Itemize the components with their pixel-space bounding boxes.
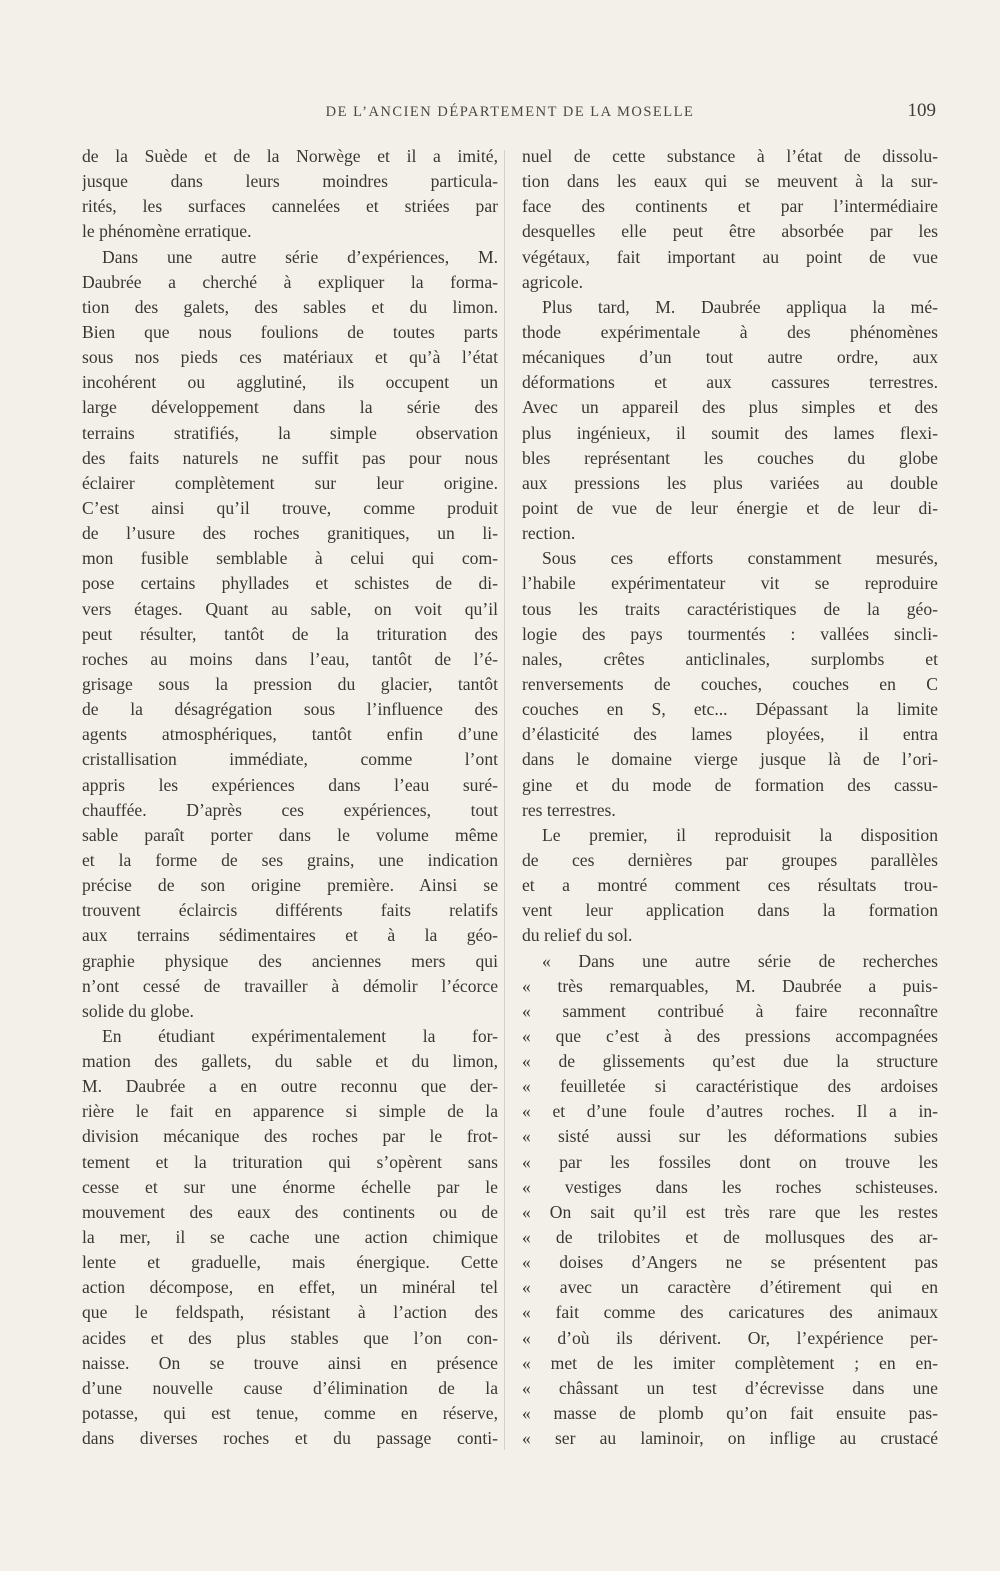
text-line: Le premier, il reproduisit la disposition xyxy=(542,824,938,845)
text-line: dans le domaine vierge jusque là de l’ori- xyxy=(522,749,938,770)
text-line: « avec un caractère d’étirement qui en xyxy=(522,1277,938,1298)
running-title: DE L’ANCIEN DÉPARTEMENT DE LA MOSELLE xyxy=(325,104,695,120)
text-line: nuel de cette substance à l’état de dissolu- xyxy=(522,146,938,166)
text-line: la mer, il se cache une action chimique xyxy=(82,1227,498,1248)
text-line: chauffée. D’après ces expériences, tout xyxy=(82,799,498,820)
text-line: gine et du mode de formation des cassu- xyxy=(522,774,938,795)
text-line: « par les fossiles dont on trouve les xyxy=(522,1151,938,1172)
text-line: « fait comme des caricatures des animaux xyxy=(522,1302,938,1323)
right-column xyxy=(522,144,938,1451)
text-line: et a montré comment ces résultats trou- xyxy=(522,875,938,896)
text-line: aux terrains sédimentaires et à la géo- xyxy=(82,925,498,946)
text-line: rection. xyxy=(522,523,576,544)
text-line: renversements de couches, couches en C xyxy=(522,673,938,694)
text-line: « de trilobites et de mollusques des ar- xyxy=(522,1227,938,1248)
text-line: « vestiges dans les roches schisteuses. xyxy=(522,1176,938,1197)
text-line: potasse, qui est tenue, comme en réserve, xyxy=(82,1403,498,1424)
text-line: mation des gallets, du sable et du limon, xyxy=(82,1051,498,1072)
text-line: En étudiant expérimentalement la for- xyxy=(102,1025,498,1046)
text-line: tement et la trituration qui s’opèrent sans xyxy=(82,1151,498,1172)
text-line: lente et graduelle, mais énergique. Cette xyxy=(82,1252,498,1273)
text-line: graphie physique des anciennes mers qui xyxy=(82,950,498,971)
text-line: l’habile expérimentateur vit se reproduire xyxy=(522,573,938,594)
text-line: déformations et aux cassures terrestres. xyxy=(522,372,938,393)
text-line: vers étages. Quant au sable, on voit qu’il xyxy=(82,598,498,619)
text-line: « très remarquables, M. Daubrée a puis- xyxy=(522,975,938,996)
text-line: n’ont cessé de travailler à démolir l’écorce xyxy=(82,975,498,996)
text-line: tion des galets, des sables et du limon. xyxy=(82,296,498,317)
text-line: d’une nouvelle cause d’élimination de la xyxy=(82,1377,498,1398)
text-line: « de glissements qu’est due la structure xyxy=(522,1051,938,1072)
text-line: naisse. On se trouve ainsi en présence xyxy=(82,1352,498,1373)
text-line: couches en S, etc... Dépassant la limite xyxy=(522,699,938,720)
text-line: plus ingénieux, il soumit des lames flexi- xyxy=(522,422,938,443)
text-line: face des continents et par l’intermédiaire xyxy=(522,196,938,217)
text-line: terrains stratifiés, la simple observation xyxy=(82,422,498,443)
text-line: de ces dernières par groupes parallèles xyxy=(522,849,938,870)
text-line: des faits naturels ne suffit pas pour nous xyxy=(82,447,498,468)
text-line: vent leur application dans la formation xyxy=(522,900,938,921)
text-line: trouvent éclaircis différents faits relatifs xyxy=(82,900,498,921)
text-line: bles représentant les couches du globe xyxy=(522,447,938,468)
text-line: du relief du sol. xyxy=(522,925,633,946)
text-line: peut résulter, tantôt de la trituration des xyxy=(82,623,498,644)
text-line: Dans une autre série d’expériences, M. xyxy=(102,246,498,267)
text-line: cesse et sur une énorme échelle par le xyxy=(82,1176,498,1197)
text-line: rités, les surfaces cannelées et striées par xyxy=(82,196,498,217)
column-gutter xyxy=(504,150,505,1450)
text-line: mouvement des eaux des continents ou de xyxy=(82,1201,498,1222)
left-column xyxy=(82,144,498,1451)
text-line: « feuilletée si caractéristique des ardoises xyxy=(522,1076,938,1097)
text-line: action décompose, en effet, un minéral tel xyxy=(82,1277,498,1298)
page-header xyxy=(84,100,936,128)
text-line: Daubrée a cherché à expliquer la forma- xyxy=(82,271,498,292)
text-line: sable paraît porter dans le volume même xyxy=(82,824,498,845)
text-line: « que c’est à des pressions accompagnées xyxy=(522,1025,938,1046)
text-line: Plus tard, M. Daubrée appliqua la mé- xyxy=(542,296,938,317)
text-line: « doises d’Angers ne se présentent pas xyxy=(522,1252,938,1273)
text-line: pose certains phyllades et schistes de di- xyxy=(82,573,498,594)
text-line: C’est ainsi qu’il trouve, comme produit xyxy=(82,497,498,518)
text-line: mécaniques d’un tout autre ordre, aux xyxy=(522,347,938,368)
text-line: acides et des plus stables que l’on con- xyxy=(82,1327,498,1348)
text-line: végétaux, fait important au point de vue xyxy=(522,246,938,267)
text-line: « châssant un test d’écrevisse dans une xyxy=(522,1377,938,1398)
text-line: que le feldspath, résistant à l’action des xyxy=(82,1302,498,1323)
text-line: tous les traits caractéristiques de la géo- xyxy=(522,598,938,619)
text-line: de la Suède et de la Norwège et il a imité, xyxy=(82,146,498,166)
text-line: « masse de plomb qu’on fait ensuite pas- xyxy=(522,1403,938,1424)
text-line: appris les expériences dans l’eau suré- xyxy=(82,774,498,795)
text-line: res terrestres. xyxy=(522,799,616,820)
text-line: tion dans les eaux qui se meuvent à la sur- xyxy=(522,171,938,192)
text-line: Sous ces efforts constamment mesurés, xyxy=(542,548,938,569)
page-number: 109 xyxy=(907,100,936,121)
text-line: « Dans une autre série de recherches xyxy=(542,950,938,971)
text-line: de la désagrégation sous l’influence des xyxy=(82,699,498,720)
text-line: division mécanique des roches par le frot- xyxy=(82,1126,498,1147)
text-line: cristallisation immédiate, comme l’ont xyxy=(82,749,498,770)
text-line: sous nos pieds ces matériaux et qu’à l’état xyxy=(82,347,498,368)
text-line: Avec un appareil des plus simples et des xyxy=(522,397,938,418)
text-line: logie des pays tourmentés : vallées sincli- xyxy=(522,623,938,644)
text-line: mon fusible semblable à celui qui com- xyxy=(82,548,498,569)
text-line: large développement dans la série des xyxy=(82,397,498,418)
text-line: précise de son origine première. Ainsi se xyxy=(82,875,498,896)
text-line: éclairer complètement sur leur origine. xyxy=(82,472,498,493)
text-line: nales, crêtes anticlinales, surplombs et xyxy=(522,648,938,669)
text-line: roches au moins dans l’eau, tantôt de l’é- xyxy=(82,648,498,669)
text-line: point de vue de leur énergie et de leur di- xyxy=(522,497,938,518)
text-line: « ser au laminoir, on inflige au crustacé xyxy=(522,1428,938,1449)
text-line: « met de les imiter complètement ; en en- xyxy=(522,1352,938,1373)
text-line: et la forme de ses grains, une indication xyxy=(82,849,498,870)
text-line: jusque dans leurs moindres particula- xyxy=(82,171,498,192)
text-line: le phénomène erratique. xyxy=(82,221,252,242)
text-line: « et d’une foule d’autres roches. Il a in- xyxy=(522,1101,938,1122)
text-line: Bien que nous foulions de toutes parts xyxy=(82,321,498,342)
text-line: rière le fait en apparence si simple de la xyxy=(82,1101,498,1122)
text-line: « sisté aussi sur les déformations subies xyxy=(522,1126,938,1147)
text-line: agents atmosphériques, tantôt enfin d’une xyxy=(82,724,498,745)
text-line: « d’où ils dérivent. Or, l’expérience per- xyxy=(522,1327,938,1348)
text-line: dans diverses roches et du passage conti- xyxy=(82,1428,498,1449)
text-line: d’élasticité des lames ployées, il entra xyxy=(522,724,938,745)
text-line: « On sait qu’il est très rare que les restes xyxy=(522,1201,938,1222)
text-line: « samment contribué à faire reconnaître xyxy=(522,1000,938,1021)
text-line: M. Daubrée a en outre reconnu que der- xyxy=(82,1076,498,1097)
text-line: solide du globe. xyxy=(82,1000,194,1021)
text-line: grisage sous la pression du glacier, tantôt xyxy=(82,673,498,694)
text-line: aux pressions les plus variées au double xyxy=(522,472,938,493)
text-line: de l’usure des roches granitiques, un li- xyxy=(82,523,498,544)
text-line: desquelles elle peut être absorbée par les xyxy=(522,221,938,242)
text-line: thode expérimentale à des phénomènes xyxy=(522,321,938,342)
text-line: incohérent ou agglutiné, ils occupent un xyxy=(82,372,498,393)
text-line: agricole. xyxy=(522,271,584,292)
